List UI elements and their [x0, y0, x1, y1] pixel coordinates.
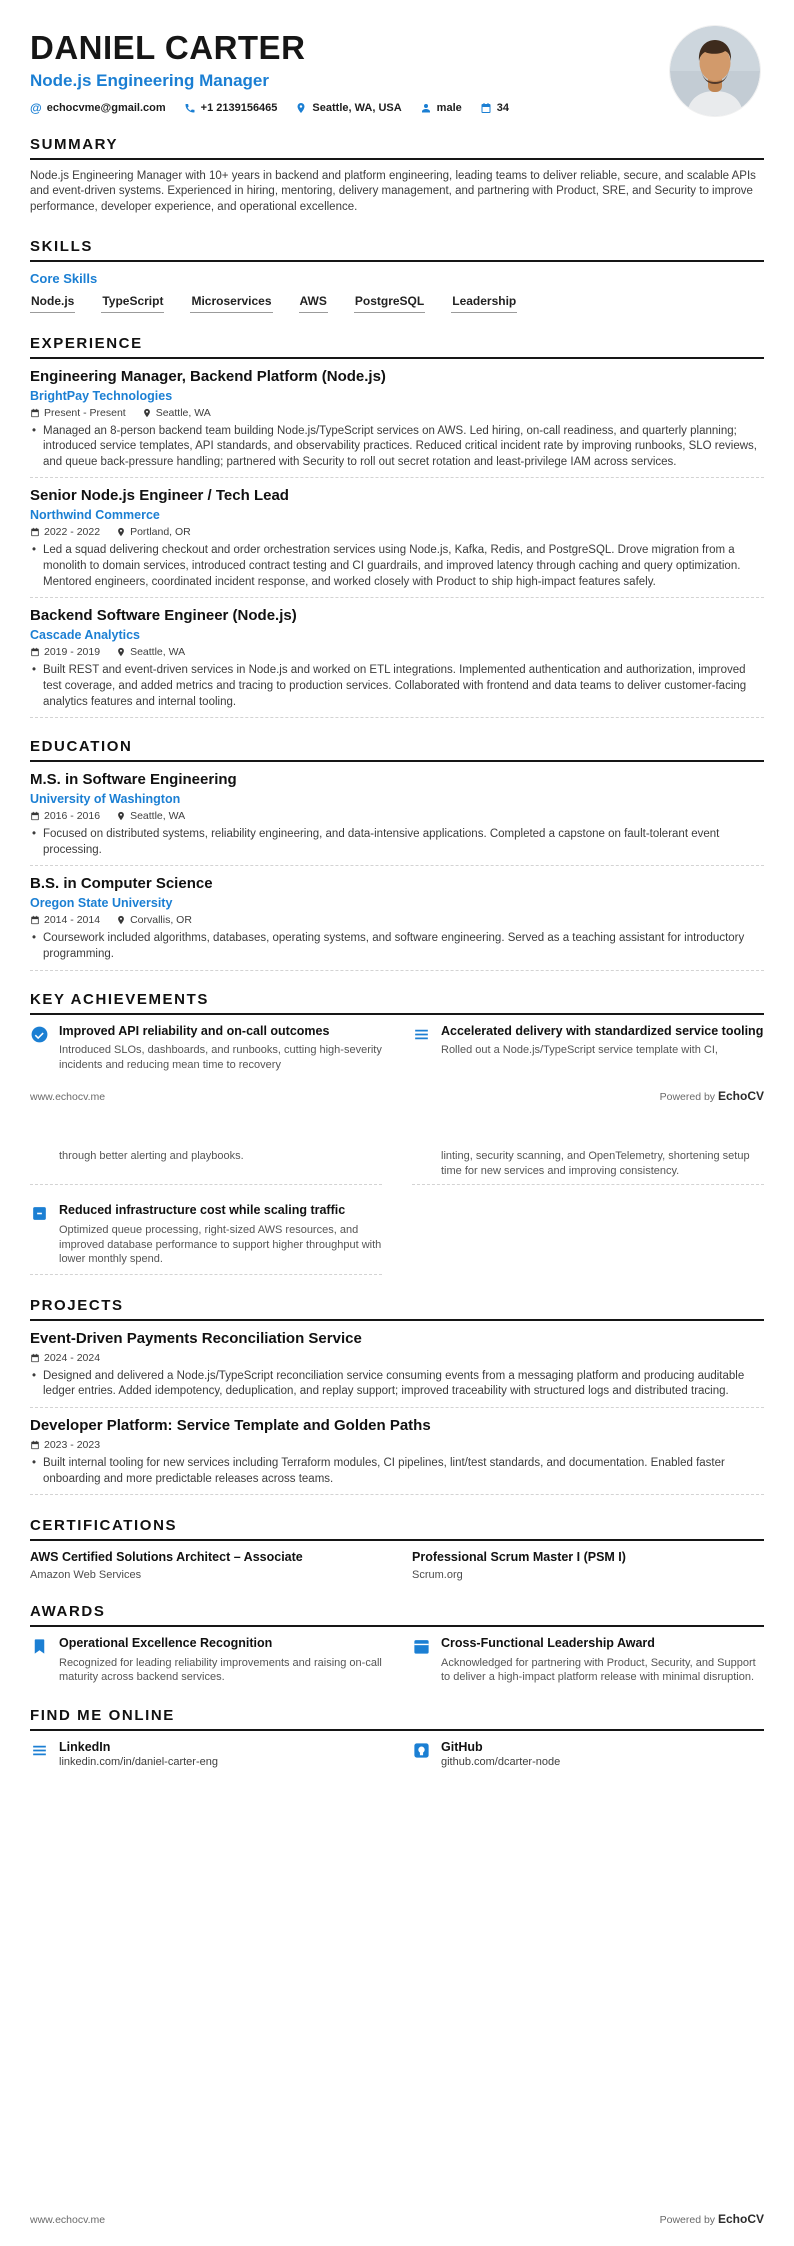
- achievement-text: Optimized queue processing, right-sized AWS resources, and improved database performance to support higher throughput with lower monthly spend.: [59, 1223, 382, 1266]
- education-heading: EDUCATION: [30, 738, 764, 762]
- summary-heading: SUMMARY: [30, 136, 764, 160]
- certification-name: AWS Certified Solutions Architect – Associate: [30, 1550, 303, 1565]
- skill-tag: Node.js: [30, 294, 75, 313]
- linkedin-icon: [30, 1741, 49, 1760]
- footer-brand: EchoCV: [717, 2212, 764, 2226]
- certifications-grid: [30, 1550, 764, 1581]
- check-circle-icon: [30, 1025, 49, 1044]
- experience-entry: [30, 368, 764, 479]
- job-dates: Present - Present: [30, 407, 126, 419]
- experience-entry: [30, 487, 764, 598]
- phone-icon: [184, 102, 196, 114]
- pin-icon: [142, 408, 152, 418]
- school-name: University of Washington: [30, 792, 181, 807]
- award-title: Operational Excellence Recognition: [59, 1635, 273, 1650]
- calendar-icon: [30, 1440, 40, 1450]
- education-entry: [30, 875, 764, 970]
- summary-section: [30, 136, 764, 216]
- online-label: GitHub: [441, 1739, 483, 1754]
- online-section: [30, 1707, 764, 1768]
- awards-grid: [30, 1636, 764, 1685]
- contact-phone[interactable]: +1 2139156465: [184, 102, 278, 114]
- footer-site-link[interactable]: www.echocv.me: [30, 2214, 106, 2226]
- contact-location: Seattle, WA, USA: [295, 102, 401, 114]
- online-url[interactable]: github.com/dcarter-node: [441, 1755, 561, 1768]
- contact-email[interactable]: @ echocvme@gmail.com: [30, 100, 166, 115]
- pin-icon: [116, 647, 126, 657]
- school-name: Oregon State University: [30, 896, 173, 911]
- achievement-text-continued: through better alerting and playbooks.: [30, 1149, 382, 1185]
- job-meta: [30, 407, 764, 419]
- education-entry: [30, 771, 764, 866]
- education-bullet: • Coursework included algorithms, databases, operating systems, and software engineering. Served as a teaching assistant for introductory programming.: [30, 931, 764, 962]
- achievement-title: Improved API reliability and on-call outcomes: [59, 1023, 330, 1038]
- education-dates: 2014 - 2014: [30, 914, 100, 926]
- achievement-body: [441, 1024, 763, 1058]
- ribbon-icon: [30, 1637, 49, 1656]
- contact-gender: male: [420, 102, 462, 114]
- project-title: Developer Platform: Service Template and Golden Paths: [30, 1417, 431, 1434]
- online-item-linkedin[interactable]: [30, 1740, 382, 1768]
- footer-brand: EchoCV: [717, 1089, 764, 1103]
- skill-tag: Leadership: [451, 294, 517, 313]
- online-label: LinkedIn: [59, 1739, 111, 1754]
- job-bullet: • Built REST and event-driven services in Node.js and worked on ETL integrations. Implemented authentication and authorization, improved test coverage, and added metrics and tracing to production services. Collaborated with frontend and data teams to deliver customer-facing analytics features and internal tooling.: [30, 663, 764, 710]
- online-url[interactable]: linkedin.com/in/daniel-carter-eng: [59, 1755, 218, 1768]
- achievement-text: Rolled out a Node.js/TypeScript service template with CI,: [441, 1044, 718, 1057]
- person-icon: [420, 102, 432, 114]
- certification-name: Professional Scrum Master I (PSM I): [412, 1550, 626, 1565]
- achievement-body: [59, 1024, 382, 1073]
- company-name: BrightPay Technologies: [30, 388, 173, 403]
- badge-icon: [412, 1637, 431, 1656]
- list-icon: [412, 1025, 431, 1044]
- job-location: Portland, OR: [116, 526, 191, 538]
- at-icon: @: [30, 100, 42, 115]
- degree-title: M.S. in Software Engineering: [30, 771, 237, 789]
- pin-icon: [295, 102, 307, 114]
- education-section: [30, 738, 764, 971]
- calendar-icon: [30, 647, 40, 657]
- degree-title: B.S. in Computer Science: [30, 875, 213, 893]
- awards-section: [30, 1603, 764, 1685]
- company-name: Cascade Analytics: [30, 628, 141, 643]
- award-title: Cross-Functional Leadership Award: [441, 1635, 655, 1650]
- github-icon: [412, 1741, 431, 1760]
- calendar-icon: [30, 527, 40, 537]
- calendar-icon: [30, 1353, 40, 1363]
- achievements-grid: [30, 1203, 764, 1275]
- experience-entry: [30, 607, 764, 718]
- summary-text: Node.js Engineering Manager with 10+ years in backend and platform engineering, leading teams to deliver reliable, secure, and scalable APIs and event-driven systems. Experienced in hiring, mentoring, delivery management, and partnering with Product, SRE, and Security to improve performance, developer experience, and operational excellence.: [30, 169, 756, 213]
- achievement-title: Reduced infrastructure cost while scaling traffic: [59, 1203, 346, 1218]
- resume-header: [30, 0, 764, 114]
- page-footer: [30, 1089, 764, 1103]
- awards-heading: AWARDS: [30, 1603, 764, 1627]
- online-grid: [30, 1740, 764, 1768]
- calendar-icon: [30, 408, 40, 418]
- candidate-title: Node.js Engineering Manager: [30, 70, 269, 90]
- skills-row: [30, 294, 764, 313]
- achievements-section: [30, 991, 764, 1073]
- job-dates: 2019 - 2019: [30, 646, 100, 658]
- job-title: Engineering Manager, Backend Platform (Node.js): [30, 367, 386, 385]
- candidate-name: DANIEL CARTER: [30, 29, 306, 66]
- profile-photo-illustration: [670, 26, 760, 116]
- job-location: Seattle, WA: [142, 407, 211, 419]
- education-location: Seattle, WA: [116, 810, 185, 822]
- project-meta: [30, 1439, 764, 1451]
- pin-icon: [116, 811, 126, 821]
- contact-row: [30, 102, 764, 114]
- projects-section: [30, 1297, 764, 1496]
- online-item-github[interactable]: [412, 1740, 764, 1768]
- job-bullet: • Led a squad delivering checkout and order orchestration services using Node.js, Kafka, Redis, and PostgreSQL. Drove migration from a monolith to domain services, introduced contract testing and CI guardrails, and improved latency through caching and query optimization. Mentored engineers, coordinated incident response, and worked closely with Product to ship high-impact features safely.: [30, 543, 764, 590]
- project-bullet: • Built internal tooling for new services including Terraform modules, CI pipelines, lint/test standards, and documentation. Enabled faster onboarding and more predictable releases across teams.: [30, 1456, 764, 1487]
- calendar-icon: [30, 915, 40, 925]
- skill-tag: PostgreSQL: [354, 294, 425, 313]
- page-footer: [30, 2212, 764, 2226]
- experience-heading: EXPERIENCE: [30, 335, 764, 359]
- certification-issuer: Scrum.org: [412, 1568, 463, 1581]
- education-dates: 2016 - 2016: [30, 810, 100, 822]
- online-heading: FIND ME ONLINE: [30, 1707, 764, 1731]
- job-bullet: • Managed an 8-person backend team building Node.js/TypeScript services on AWS. Led hiring, on-call readiness, and quarterly planning; introduced service templates, API standards, and observability practices. Reduced critical incident rate by improving runbooks, SLO reviews, and queue back-pressure handling; partnered with Security to roll out secret rotation and least-privilege IAM across services.: [30, 424, 764, 471]
- job-meta: [30, 526, 764, 538]
- calendar-icon: [30, 811, 40, 821]
- award-item: [30, 1636, 382, 1685]
- job-dates: 2022 - 2022: [30, 526, 100, 538]
- online-body: [441, 1740, 560, 1768]
- skills-section: [30, 238, 764, 313]
- profile-photo: [670, 26, 760, 116]
- achievements-continuation-grid: [30, 1149, 764, 1193]
- award-item: [412, 1636, 764, 1685]
- project-meta: [30, 1352, 764, 1364]
- pin-icon: [116, 915, 126, 925]
- education-meta: [30, 914, 764, 926]
- achievement-title: Accelerated delivery with standardized service tooling: [441, 1023, 764, 1038]
- online-body: [59, 1740, 218, 1768]
- project-entry: [30, 1417, 764, 1495]
- experience-section: [30, 335, 764, 719]
- achievement-text: Introduced SLOs, dashboards, and runbooks, cutting high-severity incidents and reducing mean time to recovery: [59, 1044, 382, 1071]
- project-bullet: • Designed and delivered a Node.js/TypeScript reconciliation service consuming events from a messaging platform and producing auditable ledger entries. Added idempotency, deduplication, and replay support; improved traceability with structured logs and distributed tracing.: [30, 1369, 764, 1400]
- job-title: Senior Node.js Engineer / Tech Lead: [30, 487, 289, 505]
- achievement-item: [30, 1024, 382, 1073]
- box-icon: [30, 1204, 49, 1223]
- job-meta: [30, 646, 764, 658]
- job-location: Seattle, WA: [116, 646, 185, 658]
- project-entry: [30, 1330, 764, 1408]
- certification-item: [30, 1550, 382, 1581]
- achievement-body: [59, 1203, 382, 1267]
- achievement-text-continued: linting, security scanning, and OpenTelemetry, shortening setup time for new services and improving consistency.: [412, 1149, 764, 1185]
- award-body: [441, 1636, 764, 1685]
- award-text: Acknowledged for partnering with Product, Security, and Support to deliver a high-impact platform release with minimal disruption.: [441, 1656, 756, 1684]
- pin-icon: [116, 527, 126, 537]
- project-dates: 2023 - 2023: [30, 1439, 100, 1451]
- skill-tag: Microservices: [190, 294, 272, 313]
- award-body: [59, 1636, 382, 1685]
- skills-heading: SKILLS: [30, 238, 764, 262]
- skill-tag: TypeScript: [101, 294, 164, 313]
- empty-cell: [412, 1203, 764, 1275]
- footer-site-link[interactable]: www.echocv.me: [30, 1091, 106, 1103]
- footer-powered: Powered by EchoCV: [659, 2212, 764, 2226]
- certifications-section: [30, 1517, 764, 1581]
- education-location: Corvallis, OR: [116, 914, 192, 926]
- award-text: Recognized for leading reliability improvements and raising on-call maturity across backend services.: [59, 1656, 382, 1684]
- certification-item: [412, 1550, 764, 1581]
- project-dates: 2024 - 2024: [30, 1352, 100, 1364]
- page-2: [0, 1123, 794, 2246]
- achievement-item: [412, 1024, 764, 1073]
- footer-powered: Powered by EchoCV: [659, 1089, 764, 1103]
- contact-age: 34: [480, 102, 509, 114]
- certification-issuer: Amazon Web Services: [30, 1568, 142, 1581]
- project-title: Event-Driven Payments Reconciliation Service: [30, 1329, 362, 1347]
- projects-heading: PROJECTS: [30, 1297, 764, 1321]
- education-meta: [30, 810, 764, 822]
- calendar-icon: [480, 102, 492, 114]
- job-title: Backend Software Engineer (Node.js): [30, 607, 297, 625]
- certifications-heading: CERTIFICATIONS: [30, 1517, 764, 1541]
- skill-tag: AWS: [299, 294, 328, 313]
- company-name: Northwind Commerce: [30, 508, 160, 523]
- achievements-grid: [30, 1024, 764, 1073]
- achievement-item: [30, 1203, 382, 1275]
- skill-group-label: Core Skills: [30, 270, 98, 286]
- achievements-heading: KEY ACHIEVEMENTS: [30, 991, 764, 1015]
- education-bullet: • Focused on distributed systems, reliability engineering, and data-intensive applications. Completed a capstone on fault-tolerant event processing.: [30, 827, 764, 858]
